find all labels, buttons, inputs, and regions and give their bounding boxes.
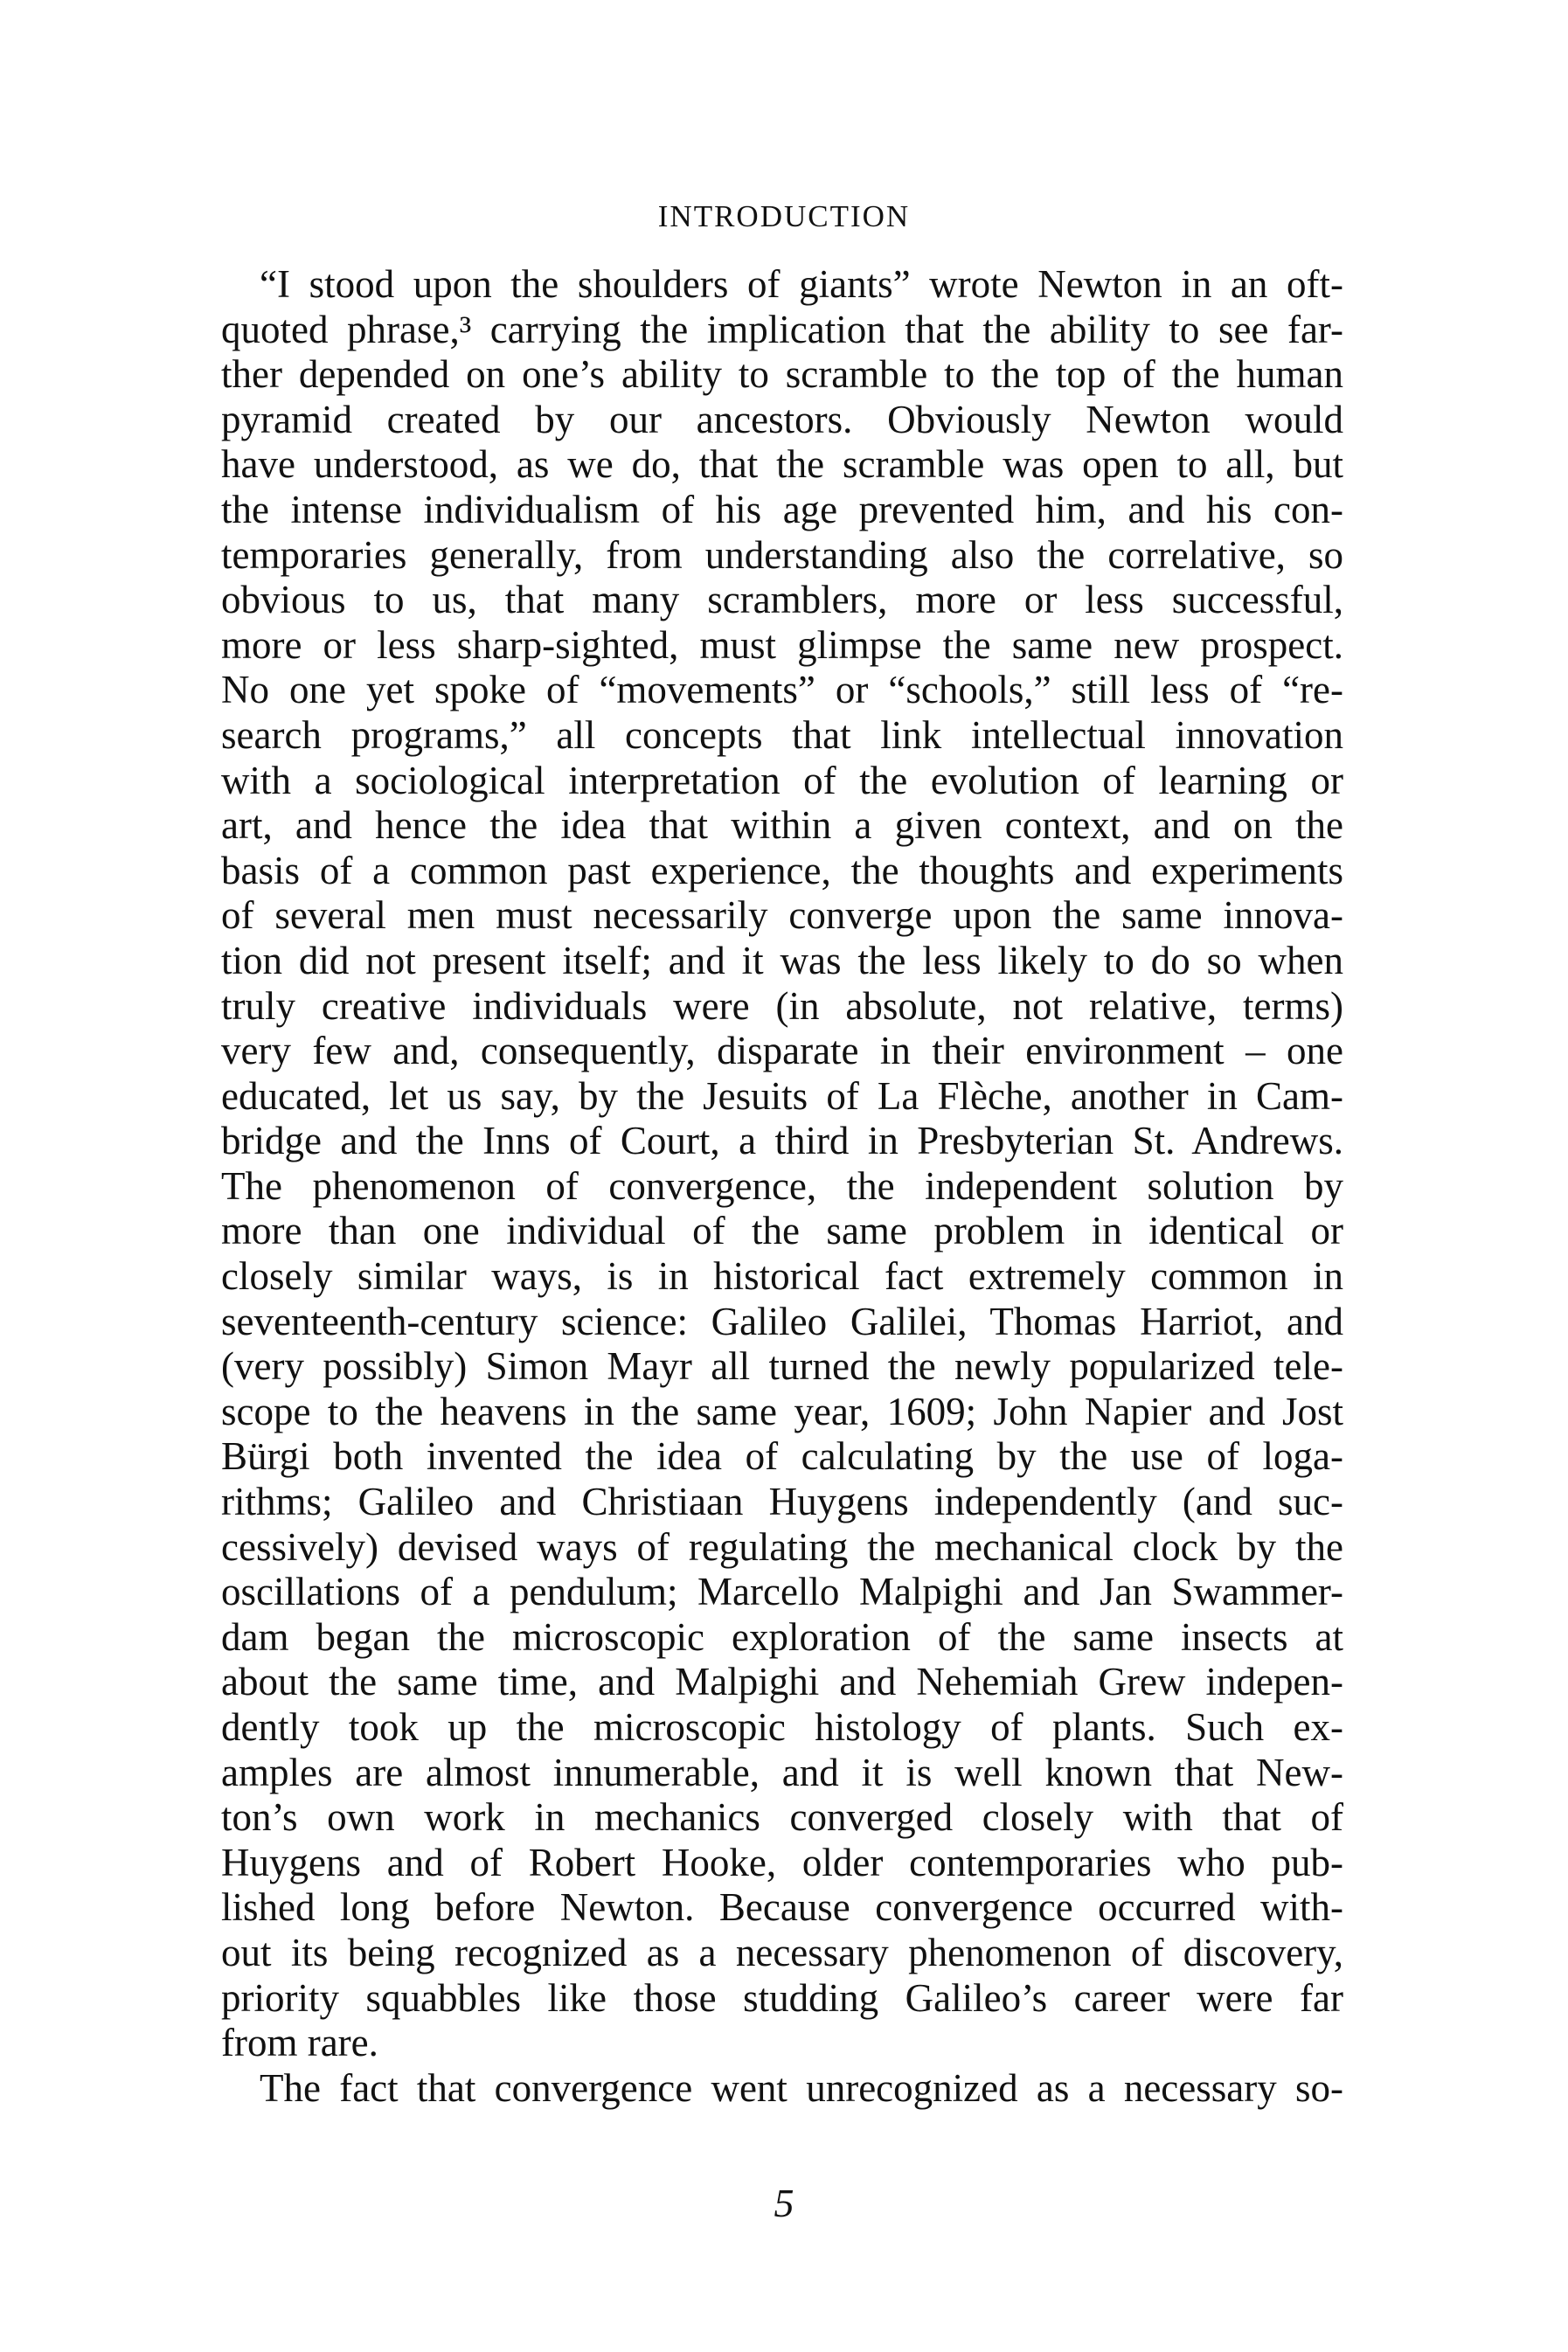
text-line: cessively) devised ways of regulating the mechanical clock by the — [221, 1524, 1343, 1569]
text-line: Bürgi both invented the idea of calculating by the use of loga- — [221, 1434, 1343, 1479]
text-line: tion did not present itself; and it was the less likely to do so when — [221, 938, 1343, 982]
text-line: have understood, as we do, that the scramble was open to all, but — [221, 442, 1343, 487]
text-line: pyramid created by our ancestors. Obviously Newton would — [221, 397, 1343, 441]
text-line: quoted phrase,³ carrying the implication that the ability to see far- — [221, 307, 1343, 351]
text-line: lished long before Newton. Because convergence occurred with- — [221, 1885, 1343, 1930]
paragraph-1 — [221, 262, 1343, 2066]
text-line: obvious to us, that many scramblers, more or less successful, — [221, 578, 1343, 622]
text-line: ton’s own work in mechanics converged closely with that of — [221, 1795, 1343, 1840]
text-line: art, and hence the idea that within a given context, and on the — [221, 803, 1343, 848]
text-line: more than one individual of the same problem in identical or — [221, 1209, 1343, 1253]
text-line: from rare. — [221, 2021, 378, 2065]
text-line: of several men must necessarily converge upon the same innova- — [221, 893, 1343, 938]
text-line: more or less sharp-sighted, must glimpse the same new prospect. — [221, 622, 1343, 667]
text-line: basis of a common past experience, the thoughts and experiments — [221, 848, 1343, 892]
text-line: “I stood upon the shoulders of giants” wrote Newton in an oft- — [260, 262, 1343, 306]
body-text — [221, 262, 1343, 2111]
text-line: dently took up the microscopic histology of plants. Such ex- — [221, 1705, 1343, 1749]
running-head: INTRODUCTION — [657, 199, 911, 233]
text-line: temporaries generally, from understanding also the correlative, so — [221, 532, 1343, 577]
text-line: (very possibly) Simon Mayr all turned the newly popularized tele- — [221, 1344, 1343, 1389]
text-line: bridge and the Inns of Court, a third in Presbyterian St. Andrews. — [221, 1119, 1343, 1163]
text-line: truly creative individuals were (in absolute, not relative, terms) — [221, 983, 1343, 1028]
text-line: scope to the heavens in the same year, 1609; John Napier and Jost — [221, 1389, 1343, 1433]
text-line: The phenomenon of convergence, the independent solution by — [221, 1163, 1343, 1208]
text-line: seventeenth-century science: Galileo Galilei, Thomas Harriot, and — [221, 1299, 1343, 1343]
text-line: Huygens and of Robert Hooke, older contemporaries who pub- — [221, 1840, 1343, 1884]
text-line: oscillations of a pendulum; Marcello Malpighi and Jan Swammer- — [221, 1570, 1343, 1614]
text-line: out its being recognized as a necessary phenomenon of discovery, — [221, 1930, 1343, 1974]
text-line: dam began the microscopic exploration of the same insects at — [221, 1614, 1343, 1659]
text-line: priority squabbles like those studding Galileo’s career were far — [221, 1975, 1343, 2020]
page-number: 5 — [774, 2181, 794, 2225]
text-line: The fact that convergence went unrecognized as a necessary so- — [260, 2065, 1343, 2110]
text-line: closely similar ways, is in historical fact extremely common in — [221, 1254, 1343, 1299]
text-line: very few and, consequently, disparate in their environment – one — [221, 1029, 1343, 1073]
text-line: No one yet spoke of “movements” or “schools,” still less of “re- — [221, 668, 1343, 712]
text-line: educated, let us say, by the Jesuits of La Flèche, another in Cam- — [221, 1073, 1343, 1118]
text-line: amples are almost innumerable, and it is well known that New- — [221, 1750, 1343, 1794]
text-line: with a sociological interpretation of the evolution of learning or — [221, 758, 1343, 802]
text-line: the intense individualism of his age prevented him, and his con- — [221, 487, 1343, 531]
paragraph-2 — [221, 2066, 1343, 2112]
text-line: search programs,” all concepts that link intellectual innovation — [221, 712, 1343, 757]
text-line: about the same time, and Malpighi and Nehemiah Grew indepen- — [221, 1660, 1343, 1704]
text-line: ther depended on one’s ability to scramble to the top of the human — [221, 352, 1343, 397]
text-line: rithms; Galileo and Christiaan Huygens independently (and suc- — [221, 1480, 1343, 1524]
